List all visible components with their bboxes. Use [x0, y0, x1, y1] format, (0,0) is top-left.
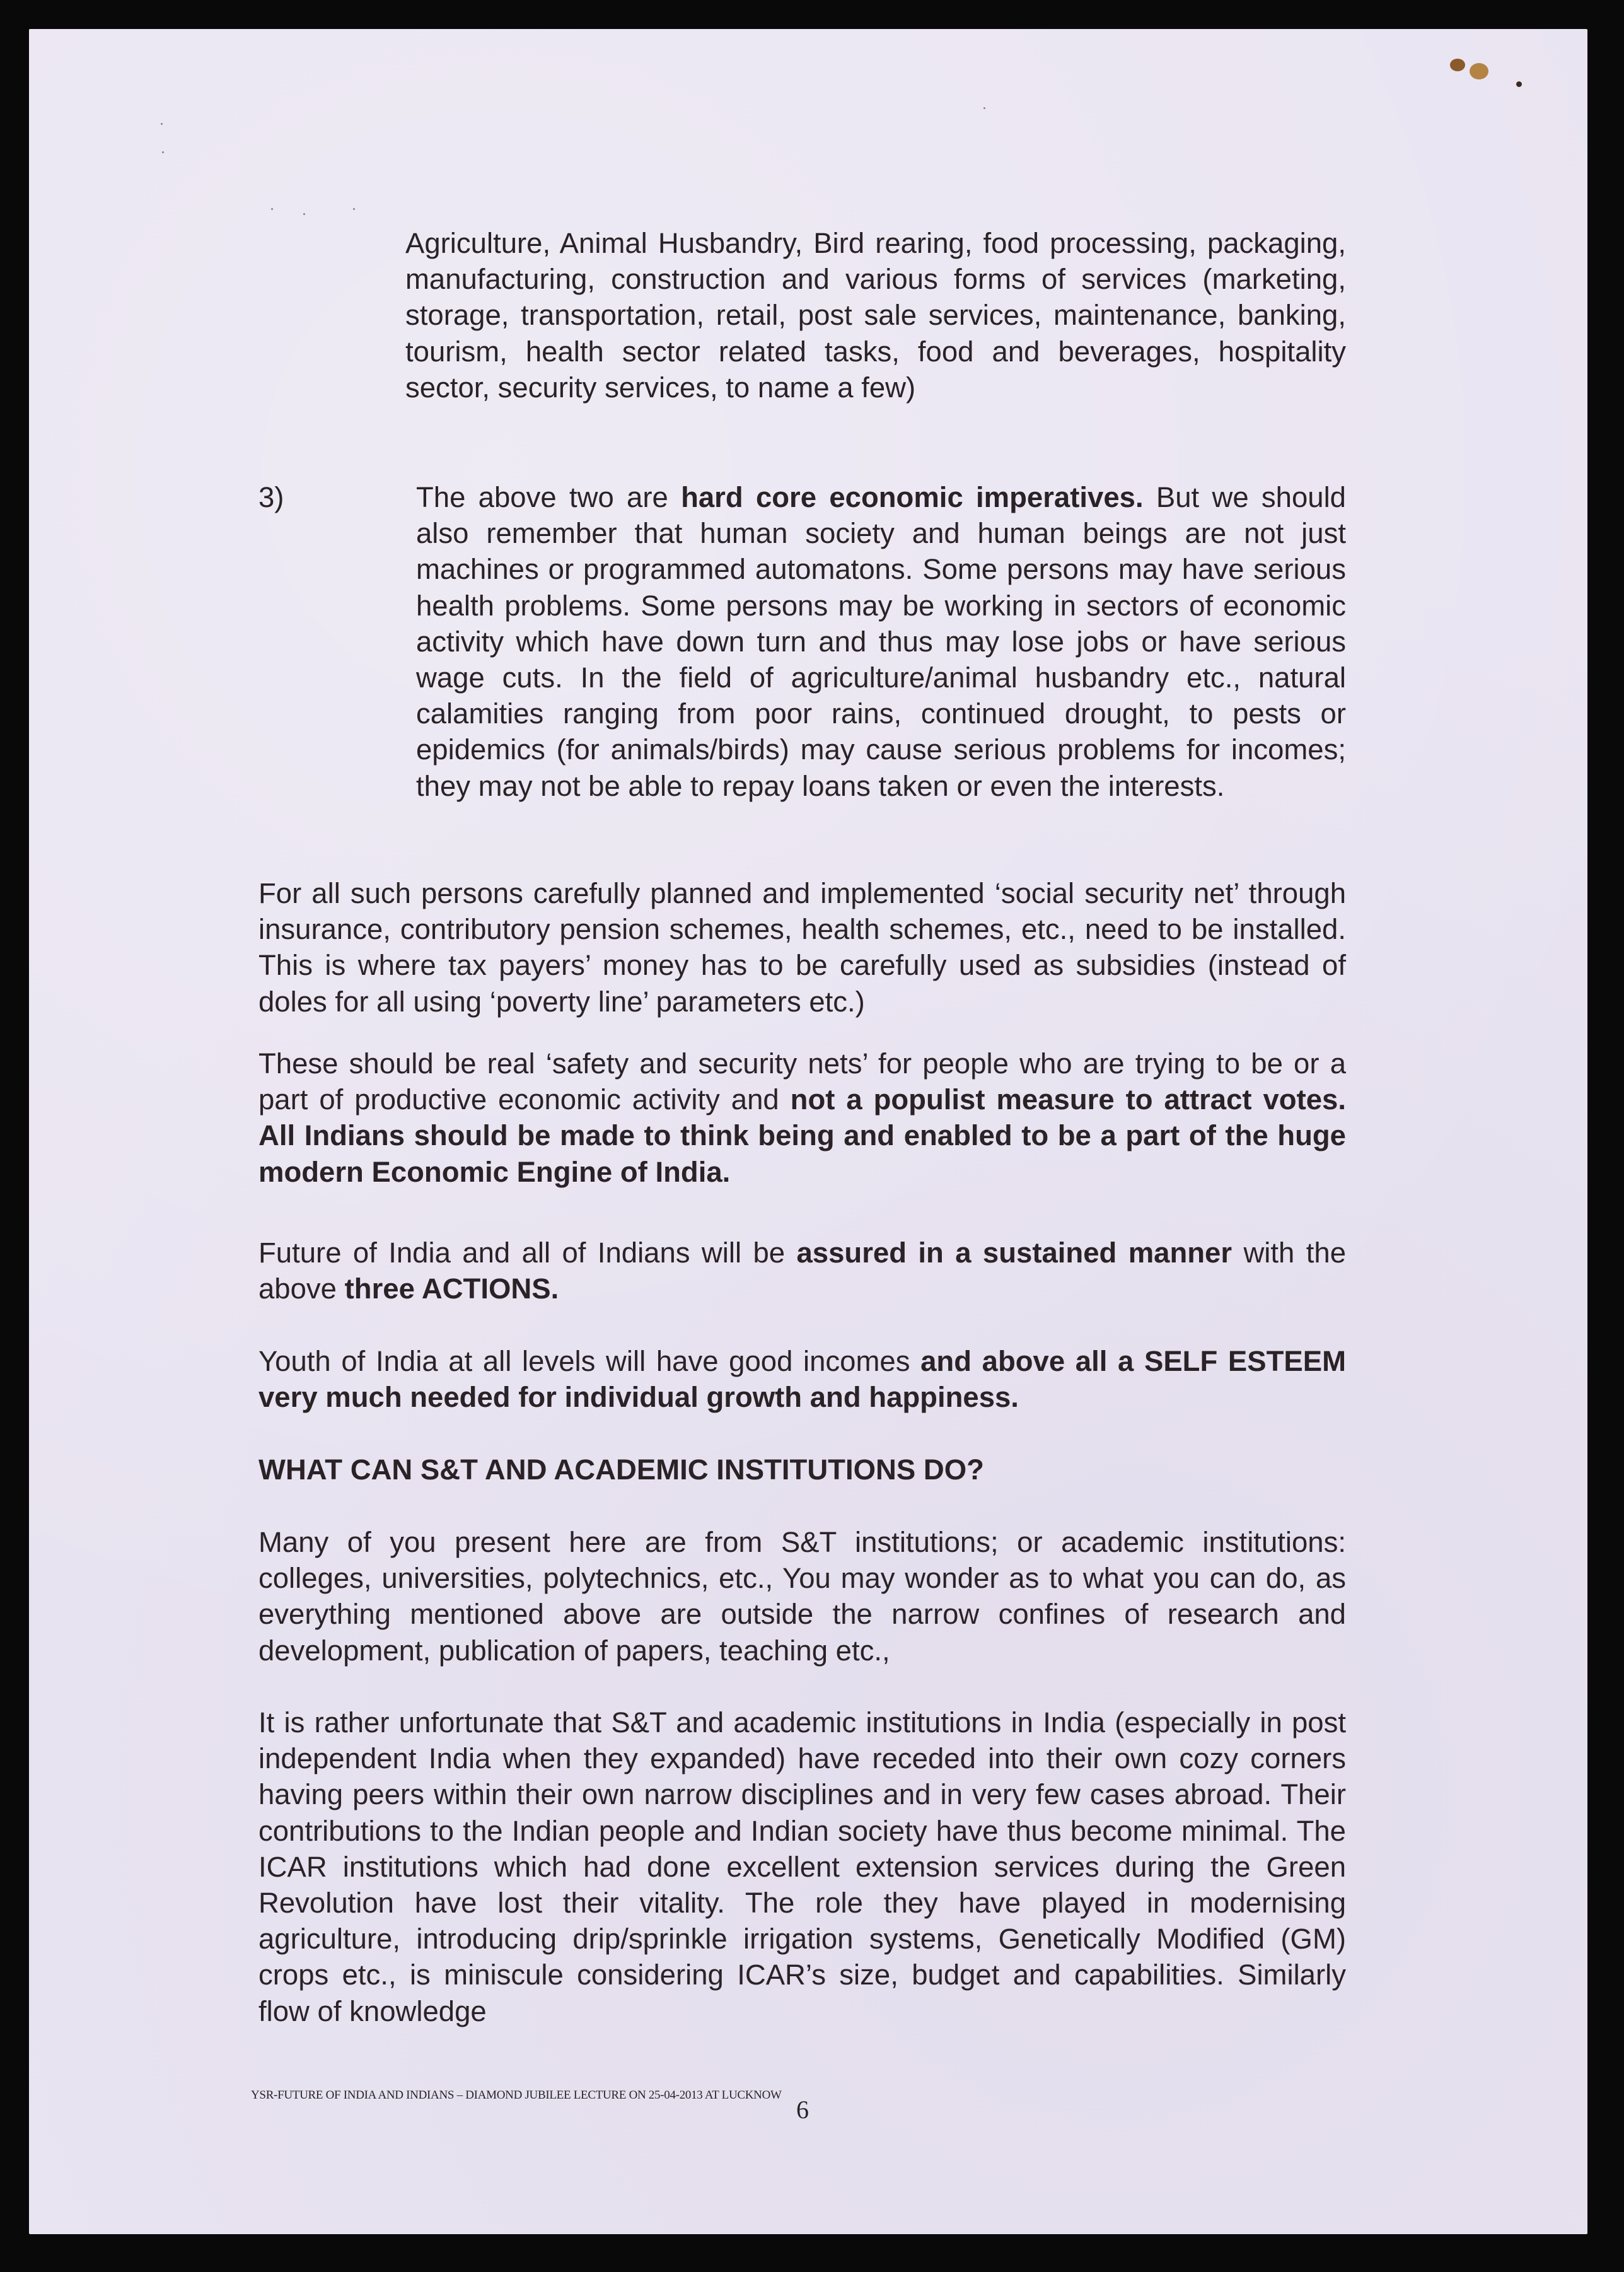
paper-speck: [353, 208, 355, 210]
youth-lead-text: Youth of India at all levels will have good incomes: [258, 1345, 921, 1377]
list-item-number: 3): [258, 481, 284, 513]
safety-nets-lead-text: These should be real ‘safety and security nets’ for people who are trying to be or a part of productive economic activity and: [258, 1047, 1346, 1116]
page-footer: YSR-FUTURE OF INDIA AND INDIANS – DIAMOND JUBILEE LECTURE ON 25-04-2013 AT LUCKNOW: [251, 2088, 782, 2102]
unfortunate-paragraph: It is rather unfortunate that S&T and academic institutions in India (especially in post independent India when they expanded) have receded into their own cozy corners having peers within their own narrow disciplines and in very few cases abroad. Their contributions to the Indian people and Indian society have thus become minimal. The ICAR institutions which had done excellent extension services during the Green Revolution have lost their vitality. The role they have played in modernising agriculture, introducing drip/sprinkle irrigation systems, Genetically Modified (GM) crops etc., is miniscule considering ICAR’s size, budget and capabilities. Similarly flow of knowledge: [258, 1706, 1346, 2027]
item3-rest-text: But we should also remember that human society and human beings are not just machines or programmed automatons. Some persons may have serious health problems. Some persons may be working in sectors of economic activity which have down turn and thus may lose jobs or have serious wage cuts. In the field of agriculture/animal husbandry etc., natural calamities ranging from poor rains, continued drought, to pests or epidemics (for animals/birds) may cause serious problems for incomes; they may not be able to repay loans taken or even the interests.: [416, 481, 1346, 802]
paper-speck: [162, 151, 164, 153]
future-bold-text-1: assured in a sustained manner: [796, 1237, 1232, 1269]
paper-speck: [983, 107, 985, 109]
paper-stain: [1470, 63, 1488, 79]
item3-bold-text: hard core economic imperatives.: [681, 481, 1144, 513]
safety-nets-bold-text: not a populist measure to attract votes. All Indians should be made to think being and enabled to be a part of the huge modern Economic Engine of India.: [258, 1083, 1346, 1188]
youth-paragraph: [258, 1343, 1346, 1415]
future-paragraph: [258, 1235, 1346, 1307]
item3-lead-text: The above two are: [416, 481, 682, 513]
youth-bold-text: and above all a SELF ESTEEM very much needed for individual growth and happiness.: [258, 1345, 1346, 1414]
future-lead-text: Future of India and all of Indians will be: [258, 1237, 797, 1269]
page-number: 6: [796, 2095, 809, 2124]
many-of-you-paragraph: Many of you present here are from S&T institutions; or academic institutions: colleges, universities, polytechnics, etc., You may wonder as to what you can do, as everything mentioned above are outside the narrow confines of research and development, publication of papers, teaching etc.,: [258, 1526, 1346, 1667]
paper-speck: [303, 213, 305, 215]
paper-stain: [1450, 59, 1465, 71]
future-bold-text-2: three ACTIONS.: [344, 1273, 559, 1305]
list-item-3-paragraph: [416, 479, 1346, 804]
social-security-paragraph: For all such persons carefully planned and implemented ‘social security net’ through insurance, contributory pension schemes, health schemes, etc., need to be installed. This is where tax payers’ money has to be carefully used as subsidies (instead of doles for all using ‘poverty line’ parameters etc.): [258, 877, 1346, 1018]
paper-stain: [1516, 81, 1522, 87]
future-mid-text: with the above: [258, 1237, 1346, 1305]
paper-speck: [161, 123, 163, 125]
list-continuation-paragraph: Agriculture, Animal Husbandry, Bird rearing, food processing, packaging, manufacturing, construction and various forms of services (marketing, storage, transportation, retail, post sale services, maintenance, banking, tourism, health sector related tasks, food and beverages, hospitality sector, security services, to name a few): [405, 227, 1346, 404]
paper-speck: [271, 208, 273, 210]
section-heading: WHAT CAN S&T AND ACADEMIC INSTITUTIONS DO?: [258, 1453, 984, 1486]
safety-nets-paragraph: [258, 1046, 1346, 1190]
